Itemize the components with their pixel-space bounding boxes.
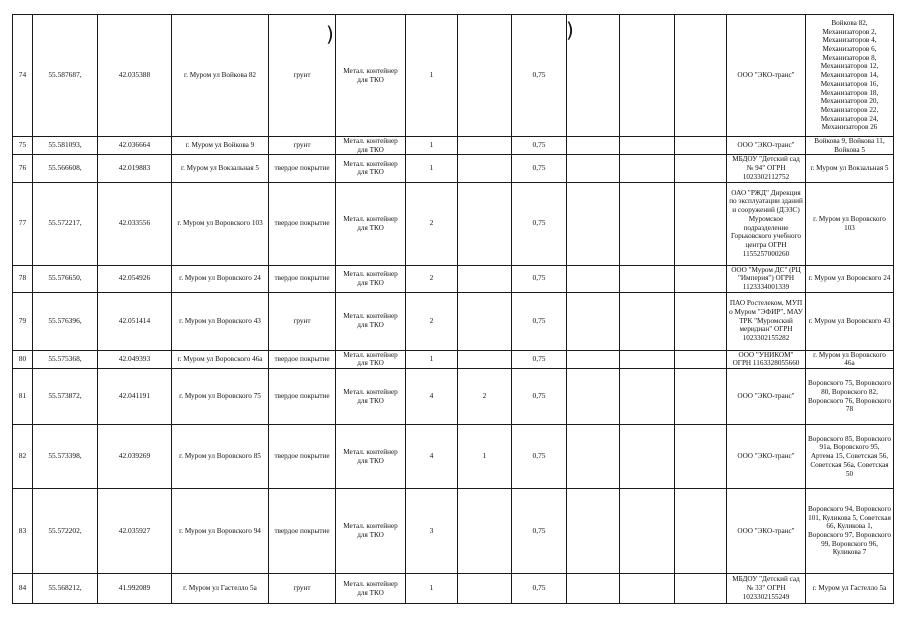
- volume-cell: 0,75: [512, 15, 567, 137]
- container-type-cell: Метал. контейнер для ТКО: [336, 137, 406, 155]
- empty-cell: [675, 155, 727, 182]
- latitude-cell: 55.568212,: [33, 574, 98, 604]
- empty-cell: [567, 265, 620, 292]
- longitude-cell: 42.049393: [98, 350, 172, 368]
- empty-cell: [675, 265, 727, 292]
- container-sites-table: [12, 14, 894, 604]
- extra-count-cell: 2: [458, 369, 512, 425]
- owner-cell: ООО "УНИКОМ" ОГРН 1163328055660: [727, 350, 806, 368]
- served-addresses-cell: Войкова 82, Механизаторов 2, Механизаторов 4, Механизаторов 6, Механизаторов 8, Механизаторов 12, Механизаторов 14, Механизаторов 16, Механизаторов 18, Механизаторов 20, Механизаторов 22, Механизаторов 24, Механизаторов 26: [806, 15, 894, 137]
- empty-cell: [675, 425, 727, 489]
- empty-cell: [620, 137, 675, 155]
- empty-cell: [675, 15, 727, 137]
- owner-cell: ПАО Ростелеком, МУП о Муром "ЭФИР", МАУ ТРК "Муромский меридиан" ОГРН 1023302155282: [727, 292, 806, 350]
- empty-cell: [567, 350, 620, 368]
- container-count-cell: 2: [406, 292, 458, 350]
- surface-cell: грунт: [269, 292, 336, 350]
- extra-count-cell: [458, 15, 512, 137]
- row-number: 78: [13, 265, 33, 292]
- table-body: [13, 15, 894, 604]
- served-addresses-cell: г. Муром ул Воровского 46а: [806, 350, 894, 368]
- latitude-cell: 55.573872,: [33, 369, 98, 425]
- empty-cell: [675, 369, 727, 425]
- surface-cell: твердое покрытие: [269, 425, 336, 489]
- latitude-cell: 55.576396,: [33, 292, 98, 350]
- latitude-cell: 55.587687,: [33, 15, 98, 137]
- container-type-cell: Метал. контейнер для ТКО: [336, 182, 406, 265]
- container-type-cell: Метал. контейнер для ТКО: [336, 350, 406, 368]
- container-count-cell: 4: [406, 425, 458, 489]
- empty-cell: [567, 425, 620, 489]
- owner-cell: ООО "Муром ДС" (РЦ "Империя") ОГРН 1123334001339: [727, 265, 806, 292]
- volume-cell: 0,75: [512, 292, 567, 350]
- address-cell: г. Муром ул Воровского 46а: [172, 350, 269, 368]
- container-type-cell: Метал. контейнер для ТКО: [336, 265, 406, 292]
- empty-cell: [567, 489, 620, 574]
- volume-cell: 0,75: [512, 574, 567, 604]
- address-cell: г. Муром ул Вокзальная 5: [172, 155, 269, 182]
- row-number: 76: [13, 155, 33, 182]
- longitude-cell: 41.992089: [98, 574, 172, 604]
- row-number: 74: [13, 15, 33, 137]
- volume-cell: 0,75: [512, 489, 567, 574]
- bracket-mark: ): [566, 18, 574, 42]
- volume-cell: 0,75: [512, 350, 567, 368]
- empty-cell: [567, 369, 620, 425]
- surface-cell: грунт: [269, 15, 336, 137]
- volume-cell: 0,75: [512, 369, 567, 425]
- table-row: [13, 137, 894, 155]
- row-number: 82: [13, 425, 33, 489]
- table-row: [13, 182, 894, 265]
- container-count-cell: 1: [406, 15, 458, 137]
- served-addresses-cell: Войкова 9, Войкова 11, Войкова 5: [806, 137, 894, 155]
- owner-cell: ООО "ЭКО-транс": [727, 425, 806, 489]
- address-cell: г. Муром ул Воровского 75: [172, 369, 269, 425]
- container-count-cell: 1: [406, 350, 458, 368]
- surface-cell: твердое покрытие: [269, 182, 336, 265]
- bracket-mark: ): [326, 22, 334, 46]
- longitude-cell: 42.039269: [98, 425, 172, 489]
- served-addresses-cell: г. Муром ул Гастелло 5а: [806, 574, 894, 604]
- row-number: 83: [13, 489, 33, 574]
- owner-cell: МБДОУ "Детский сад № 94" ОГРН 1023302112752: [727, 155, 806, 182]
- row-number: 84: [13, 574, 33, 604]
- latitude-cell: 55.572217,: [33, 182, 98, 265]
- empty-cell: [620, 350, 675, 368]
- owner-cell: ООО "ЭКО-транс": [727, 137, 806, 155]
- table-row: [13, 155, 894, 182]
- surface-cell: грунт: [269, 574, 336, 604]
- longitude-cell: 42.041191: [98, 369, 172, 425]
- surface-cell: грунт: [269, 137, 336, 155]
- table-row: [13, 350, 894, 368]
- address-cell: г. Муром ул Войкова 9: [172, 137, 269, 155]
- container-count-cell: 4: [406, 369, 458, 425]
- volume-cell: 0,75: [512, 425, 567, 489]
- empty-cell: [675, 292, 727, 350]
- empty-cell: [620, 369, 675, 425]
- table-row: [13, 265, 894, 292]
- address-cell: г. Муром ул Воровского 85: [172, 425, 269, 489]
- empty-cell: [620, 15, 675, 137]
- extra-count-cell: [458, 182, 512, 265]
- extra-count-cell: [458, 489, 512, 574]
- table-row: [13, 489, 894, 574]
- container-count-cell: 2: [406, 182, 458, 265]
- owner-cell: ОАО "РЖД" Дирекция по эксплуатации зданий и сооружений (ДЭЗС) Муромское подразделение Горьковского учебного центра ОГРН 1155257000260: [727, 182, 806, 265]
- latitude-cell: 55.572202,: [33, 489, 98, 574]
- served-addresses-cell: г. Муром ул Вокзальная 5: [806, 155, 894, 182]
- row-number: 79: [13, 292, 33, 350]
- container-count-cell: 3: [406, 489, 458, 574]
- extra-count-cell: [458, 265, 512, 292]
- table-row: [13, 574, 894, 604]
- empty-cell: [567, 15, 620, 137]
- address-cell: г. Муром ул Воровского 24: [172, 265, 269, 292]
- owner-cell: ООО "ЭКО-транс": [727, 369, 806, 425]
- surface-cell: твердое покрытие: [269, 350, 336, 368]
- longitude-cell: 42.033556: [98, 182, 172, 265]
- longitude-cell: 42.035388: [98, 15, 172, 137]
- latitude-cell: 55.573398,: [33, 425, 98, 489]
- container-type-cell: Метал. контейнер для ТКО: [336, 574, 406, 604]
- empty-cell: [620, 265, 675, 292]
- address-cell: г. Муром ул Воровского 43: [172, 292, 269, 350]
- address-cell: г. Муром ул Войкова 82: [172, 15, 269, 137]
- served-addresses-cell: г. Муром ул Воровского 103: [806, 182, 894, 265]
- row-number: 80: [13, 350, 33, 368]
- container-count-cell: 1: [406, 574, 458, 604]
- row-number: 75: [13, 137, 33, 155]
- address-cell: г. Муром ул Воровского 103: [172, 182, 269, 265]
- container-type-cell: Метал. контейнер для ТКО: [336, 425, 406, 489]
- empty-cell: [620, 182, 675, 265]
- surface-cell: твердое покрытие: [269, 489, 336, 574]
- owner-cell: МБДОУ "Детский сад № 33" ОГРН 1023302155249: [727, 574, 806, 604]
- empty-cell: [675, 489, 727, 574]
- surface-cell: твердое покрытие: [269, 155, 336, 182]
- served-addresses-cell: Воровского 75, Воровского 80, Воровского 82, Воровского 76, Воровского 78: [806, 369, 894, 425]
- table-row: [13, 369, 894, 425]
- served-addresses-cell: Воровского 94, Воровского 101, Куликова 5, Советская 66, Куликова 1, Воровского 97, Воровского 99, Воровского 96, Куликова 7: [806, 489, 894, 574]
- empty-cell: [620, 574, 675, 604]
- table-row: [13, 292, 894, 350]
- empty-cell: [620, 155, 675, 182]
- empty-cell: [620, 489, 675, 574]
- extra-count-cell: [458, 292, 512, 350]
- longitude-cell: 42.019883: [98, 155, 172, 182]
- extra-count-cell: [458, 137, 512, 155]
- empty-cell: [675, 574, 727, 604]
- served-addresses-cell: г. Муром ул Воровского 24: [806, 265, 894, 292]
- container-count-cell: 1: [406, 155, 458, 182]
- longitude-cell: 42.035927: [98, 489, 172, 574]
- longitude-cell: 42.051414: [98, 292, 172, 350]
- longitude-cell: 42.036664: [98, 137, 172, 155]
- empty-cell: [675, 137, 727, 155]
- volume-cell: 0,75: [512, 155, 567, 182]
- surface-cell: твердое покрытие: [269, 369, 336, 425]
- container-type-cell: Метал. контейнер для ТКО: [336, 15, 406, 137]
- empty-cell: [567, 182, 620, 265]
- empty-cell: [567, 137, 620, 155]
- container-type-cell: Метал. контейнер для ТКО: [336, 489, 406, 574]
- empty-cell: [567, 155, 620, 182]
- empty-cell: [620, 425, 675, 489]
- owner-cell: ООО "ЭКО-транс": [727, 489, 806, 574]
- surface-cell: твердое покрытие: [269, 265, 336, 292]
- served-addresses-cell: г. Муром ул Воровского 43: [806, 292, 894, 350]
- latitude-cell: 55.581093,: [33, 137, 98, 155]
- row-number: 81: [13, 369, 33, 425]
- extra-count-cell: [458, 155, 512, 182]
- table-row: [13, 15, 894, 137]
- longitude-cell: 42.054926: [98, 265, 172, 292]
- empty-cell: [675, 182, 727, 265]
- volume-cell: 0,75: [512, 182, 567, 265]
- served-addresses-cell: Воровского 85, Воровского 91а, Воровского 95, Артема 15, Советская 56, Советская 56а, Советская 50: [806, 425, 894, 489]
- empty-cell: [567, 574, 620, 604]
- extra-count-cell: [458, 574, 512, 604]
- empty-cell: [675, 350, 727, 368]
- latitude-cell: 55.576650,: [33, 265, 98, 292]
- extra-count-cell: [458, 350, 512, 368]
- container-type-cell: Метал. контейнер для ТКО: [336, 369, 406, 425]
- container-type-cell: Метал. контейнер для ТКО: [336, 155, 406, 182]
- owner-cell: ООО "ЭКО-транс": [727, 15, 806, 137]
- container-type-cell: Метал. контейнер для ТКО: [336, 292, 406, 350]
- volume-cell: 0,75: [512, 265, 567, 292]
- address-cell: г. Муром ул Гастелло 5а: [172, 574, 269, 604]
- table-row: [13, 425, 894, 489]
- empty-cell: [567, 292, 620, 350]
- row-number: 77: [13, 182, 33, 265]
- empty-cell: [620, 292, 675, 350]
- extra-count-cell: 1: [458, 425, 512, 489]
- latitude-cell: 55.566608,: [33, 155, 98, 182]
- registry-sheet: [12, 14, 893, 604]
- address-cell: г. Муром ул Воровского 94: [172, 489, 269, 574]
- container-count-cell: 1: [406, 137, 458, 155]
- latitude-cell: 55.575368,: [33, 350, 98, 368]
- container-count-cell: 2: [406, 265, 458, 292]
- volume-cell: 0,75: [512, 137, 567, 155]
